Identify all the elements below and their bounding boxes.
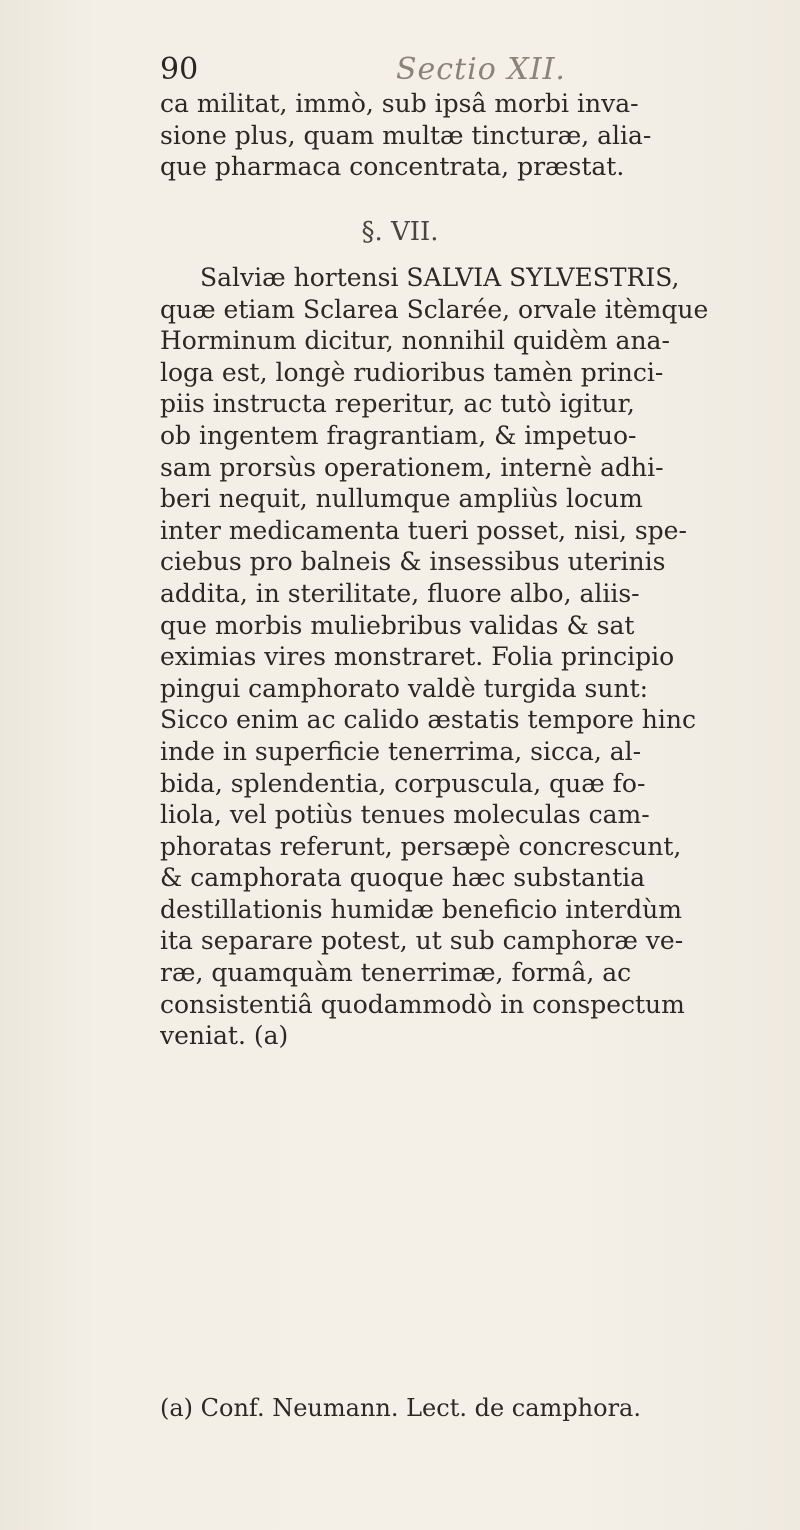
continued-paragraph bbox=[160, 88, 772, 183]
text-line: Horminum dicitur, nonnihil quidèm ana- bbox=[160, 326, 670, 356]
text-line: Salviæ hortensi SALVIA SYLVESTRIS, bbox=[200, 263, 680, 292]
text-line: eximias vires monstraret. Folia principio bbox=[160, 642, 675, 672]
text-line: que morbis muliebribus validas & sat bbox=[160, 610, 635, 640]
text-line: destillationis humidæ beneficio interdùm bbox=[160, 894, 682, 924]
text-line: ciebus pro balneis & insessibus uterinis bbox=[160, 547, 666, 577]
text-line: bida, splendentia, corpuscula, quæ fo- bbox=[160, 768, 646, 798]
paragraph-heading: §. VII. bbox=[361, 217, 439, 247]
footnote: (a) Conf. Neumann. Lect. de camphora. bbox=[160, 1394, 641, 1422]
text-line: liola, vel potiùs tenues moleculas cam- bbox=[160, 800, 650, 830]
text-line: pingui camphorato valdè turgida sunt: bbox=[160, 673, 649, 703]
text-line: Sicco enim ac calido æstatis tempore hinc bbox=[160, 705, 697, 735]
text-line: ræ, quamquàm tenerrimæ, formâ, ac bbox=[160, 958, 632, 988]
text-line: que pharmaca concentrata, præstat. bbox=[160, 152, 625, 182]
text-line: beri nequit, nullumque ampliùs locum bbox=[160, 484, 643, 514]
text-line: ob ingentem fragrantiam, & impetuo- bbox=[160, 420, 637, 450]
text-line: sam prorsùs operationem, internè adhi- bbox=[160, 452, 664, 482]
text-line: addita, in sterilitate, fluore albo, aliis- bbox=[160, 578, 640, 608]
text-line: & camphorata quoque hæc substantia bbox=[160, 863, 646, 893]
page-number: 90 bbox=[160, 52, 199, 87]
text-line: ita separare potest, ut sub camphoræ ve- bbox=[160, 926, 684, 956]
text-line: quæ etiam Sclarea Sclarée, orvale itèmque bbox=[160, 294, 709, 324]
text-line: inter medicamenta tueri posset, nisi, spe- bbox=[160, 515, 687, 545]
text-line: phoratas referunt, persæpè concrescunt, bbox=[160, 831, 682, 861]
text-line: consistentiâ quodammodò in conspectum bbox=[160, 989, 685, 1019]
main-paragraph bbox=[160, 262, 772, 1052]
text-line: ca militat, immò, sub ipsâ morbi inva- bbox=[160, 89, 639, 118]
text-line: veniat. (a) bbox=[160, 1021, 289, 1051]
text-line: loga est, longè rudioribus tamèn princi- bbox=[160, 357, 664, 387]
text-line: piis instructa reperitur, ac tutò igitur, bbox=[160, 389, 635, 419]
text-line: sione plus, quam multæ tincturæ, alia- bbox=[160, 120, 652, 150]
running-head-section: Sectio XII. bbox=[396, 52, 566, 87]
text-line: inde in superficie tenerrima, sicca, al- bbox=[160, 736, 642, 766]
